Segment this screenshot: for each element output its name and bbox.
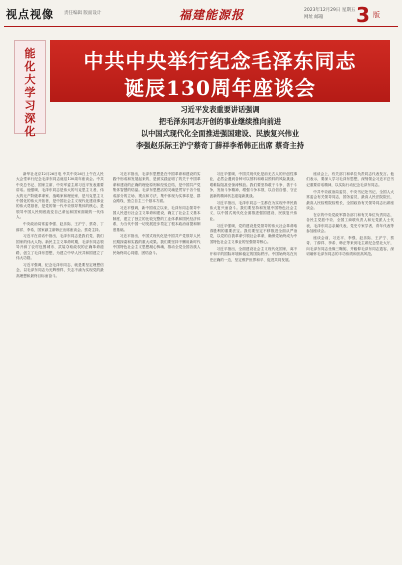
article-column: [113, 172, 201, 558]
paragraph: 习近平指出，中国式现代化是中国共产党领导人民长期探索和实践的重大成果。我们要坚持不懈用新时代中国特色社会主义思想凝心铸魂，推动全党全国各族人民始终同心同德、团结奋斗。: [112, 234, 201, 255]
page-unit: 版: [373, 11, 380, 19]
paragraph: 习近平指出，毛泽东思想是在中国革命和建设的实践中形成和发展起来的，是被实践证明了的关于中国革命和建设的正确的理论原则和经验总结，是中国共产党集体智慧的结晶。毛泽东思想活的灵魂是贯穿于各个组成部分的立场、观点和方法，集中体现为实事求是、群众路线、独立自主三个基本方面。: [112, 172, 201, 204]
paragraph: 座谈会前，习近平、李强、赵乐际、王沪宁、蔡奇、丁薛祥、李希、韩正等来到毛主席纪念堂北大厅，向毛泽东同志坐像三鞠躬，并瞻仰毛泽东同志遗容，深切缅怀毛泽东同志的丰功伟绩和崇高风范。: [306, 235, 394, 257]
paragraph: 中共中央政治局委员、中央书记处书记，全国人大常委会有关领导同志，国务委员，最高人民法院院长，最高人民检察院检察长，全国政协有关领导同志出席座谈会。: [306, 189, 394, 210]
page-number: 3: [356, 3, 370, 27]
paragraph: 习近平强调，党的建设是党领导的伟大社会革命取得胜利的重要法宝。我们要坚定不移推进全面从严治党，以党的自我革命引领社会革命，确保党始终成为中国特色社会主义事业的坚强领导核心。: [209, 223, 298, 244]
section-name: 视点视像: [6, 8, 54, 21]
article-column: [306, 172, 394, 558]
paragraph: 习近平指出，全面建设社会主义现代化国家，离不开和平的国际环境和稳定的国际秩序。中国始终站在历史正确的一边，坚定维护世界和平、促进共同发展。: [209, 246, 298, 262]
issue-meta: 网址 邮箱: [304, 15, 324, 20]
paragraph: 习近平在讲话中指出，毛泽东同志是我们党、我们国家的伟大人物。新民主主义革命时期，毛泽东同志领导开辟了农村包围城市、武装夺取政权的正确革命道路，创立了毛泽东思想，为建立中华人民共和国建立了伟大功勋。: [16, 234, 104, 261]
issue-date: 2023年12月29日 星期五: [304, 8, 356, 13]
article-body: [16, 172, 394, 558]
article-column: [210, 172, 298, 558]
column-label-box: [14, 40, 46, 138]
paragraph: 习近平指出，毛泽东同志一生都在为实现中华民族伟大复兴而奋斗。我们要坚持和发展中国特色社会主义，以中国式现代化全面推进强国建设、民族复兴伟业。: [209, 200, 298, 221]
subheadline: 李强赵乐际王沪宁蔡奇丁薛祥李希韩正出席 蔡奇主持: [136, 141, 304, 150]
subheadline: 把毛泽东同志开创的事业继续推向前进: [158, 117, 282, 126]
paragraph: 习近平强调，中国式现代化是前无古人的开创性事业，必然会遇到各种可以预料和难以预料的风险挑战、艰难险阻甚至惊涛骇浪。我们要坚持敢于斗争、善于斗争，发扬斗争精神，增强斗争本领，以自信自强、守正创新的精神状态迎接新挑战。: [209, 172, 298, 198]
headline-line-2: 诞辰130周年座谈会: [124, 76, 316, 100]
subheadline: 以中国式现代化全面推进强国建设、民族复兴伟业: [140, 129, 300, 138]
paragraph: 新华社北京12月26日电 中共中央26日上午在人民大会堂举行纪念毛泽东同志诞辰130周年座谈会。中共中央总书记、国家主席、中央军委主席习近平发表重要讲话。他强调，毛泽东同志是伟大的马克思主义者，伟大的无产阶级革命家、战略家和理论家，是马克思主义中国化的伟大开拓者，是中国社会主义现代化建设事业的伟大奠基者，是党的第一代中央领导集体的核心，是领导中国人民彻底改变自己命运和国家面貌的一代伟人。: [16, 172, 104, 220]
masthead: [4, 2, 398, 27]
paragraph: 座谈会上，有关部门和单位负责同志代表发言。他们表示，要深入学习毛泽东思想，深刻领会习近平总书记重要讲话精神，以实际行动纪念毛泽东同志。: [306, 172, 394, 187]
paragraph: 中央政治局常委李强、赵乐际、王沪宁、蔡奇、丁薛祥、李希，国家副主席韩正出席座谈会。蔡奇主持。: [16, 222, 104, 232]
headline-line-1: 中共中央举行纪念毛泽东同志: [83, 49, 357, 73]
paper-name: 福建能源报: [179, 8, 245, 22]
column-label: 能化大学习深化: [24, 47, 36, 138]
paragraph: 习近平强调，新中国成立以来，毛泽东同志领导中国人民进行社会主义革命和建设，确立了社会主义基本制度，建立了独立的比较完整的工业体系和国民经济体系，为当代中国一切发展进步奠定了根本政治前提和制度基础。: [112, 205, 201, 232]
paragraph: 习近平强调，纪念毛泽东同志，就是要坚定理想信念，以毛泽东同志为光辉榜样，矢志不渝为实现党的最高理想和最终目标而奋斗。: [16, 263, 104, 278]
subheadline: 习近平发表重要讲话强调: [180, 105, 260, 114]
subheadlines: [50, 104, 390, 152]
article-column: [16, 172, 104, 558]
paragraph: 在京的中央党政军群各部门和有关单位负责同志，各民主党派中央、全国工商联负责人和无党派人士代表，毛泽东同志亲属代表，党史专家学者，青年代表等参加座谈会。: [306, 212, 394, 234]
headline-banner: [50, 40, 390, 102]
section-meta: 责任编辑 版面设计: [64, 11, 102, 16]
